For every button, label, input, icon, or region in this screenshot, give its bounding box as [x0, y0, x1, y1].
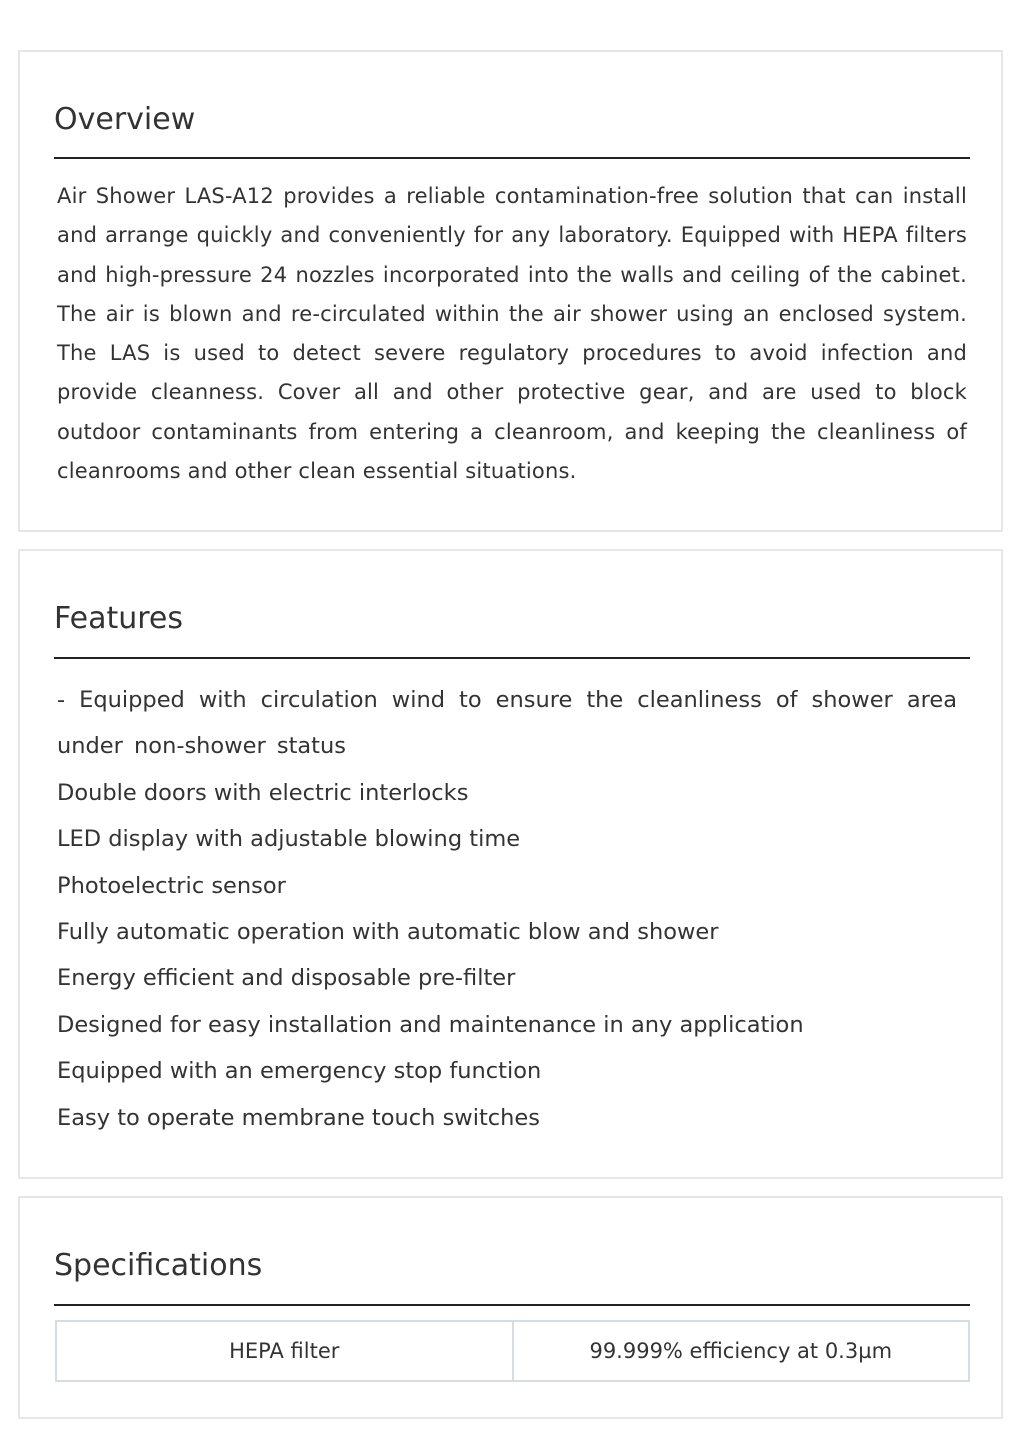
- features-heading: Features: [54, 601, 183, 636]
- feature-item: Easy to operate membrane touch switches: [57, 1104, 540, 1131]
- feature-item: LED display with adjustable blowing time: [57, 826, 521, 853]
- feature-item: Fully automatic operation with automatic blow and shower: [57, 919, 719, 946]
- specifications-section: [18, 1196, 1003, 1419]
- features-list: [57, 677, 957, 1141]
- feature-item: Photoelectric sensor: [57, 872, 286, 899]
- feature-item: Equipped with an emergency stop function: [57, 1058, 542, 1085]
- feature-item: - Equipped with circulation wind to ensure the cleanliness of shower area under non-shower status: [57, 687, 957, 760]
- feature-item: Energy efficient and disposable pre-filter: [57, 965, 516, 992]
- overview-divider: [54, 157, 970, 159]
- specifications-table: [55, 1320, 970, 1382]
- specifications-heading: Specifications: [54, 1248, 263, 1283]
- overview-heading: Overview: [54, 102, 196, 137]
- specifications-divider: [54, 1304, 970, 1306]
- features-divider: [54, 657, 970, 659]
- overview-section: [18, 50, 1003, 532]
- spec-label-cell: HEPA filter: [56, 1321, 513, 1381]
- feature-item: Double doors with electric interlocks: [57, 779, 469, 806]
- table-row: [56, 1321, 969, 1381]
- feature-item: Designed for easy installation and maintenance in any application: [57, 1011, 804, 1038]
- spec-value-cell: 99.999% efficiency at 0.3µm: [513, 1321, 970, 1381]
- overview-paragraph: Air Shower LAS-A12 provides a reliable contamination-free solution that can install and arrange quickly and conveniently for any laboratory. Equipped with HEPA filters and high-pressure 24 nozzles incorporated into the walls and ceiling of the cabinet. The air is blown and re-circulated within the air shower using an enclosed system. The LAS is used to detect severe regulatory procedures to avoid infection and provide cleanness. Cover all and other protective gear, and are used to block outdoor contaminants from entering a cleanroom, and keeping the cleanliness of cleanrooms and other clean essential situations.: [57, 184, 967, 484]
- features-section: [18, 549, 1003, 1179]
